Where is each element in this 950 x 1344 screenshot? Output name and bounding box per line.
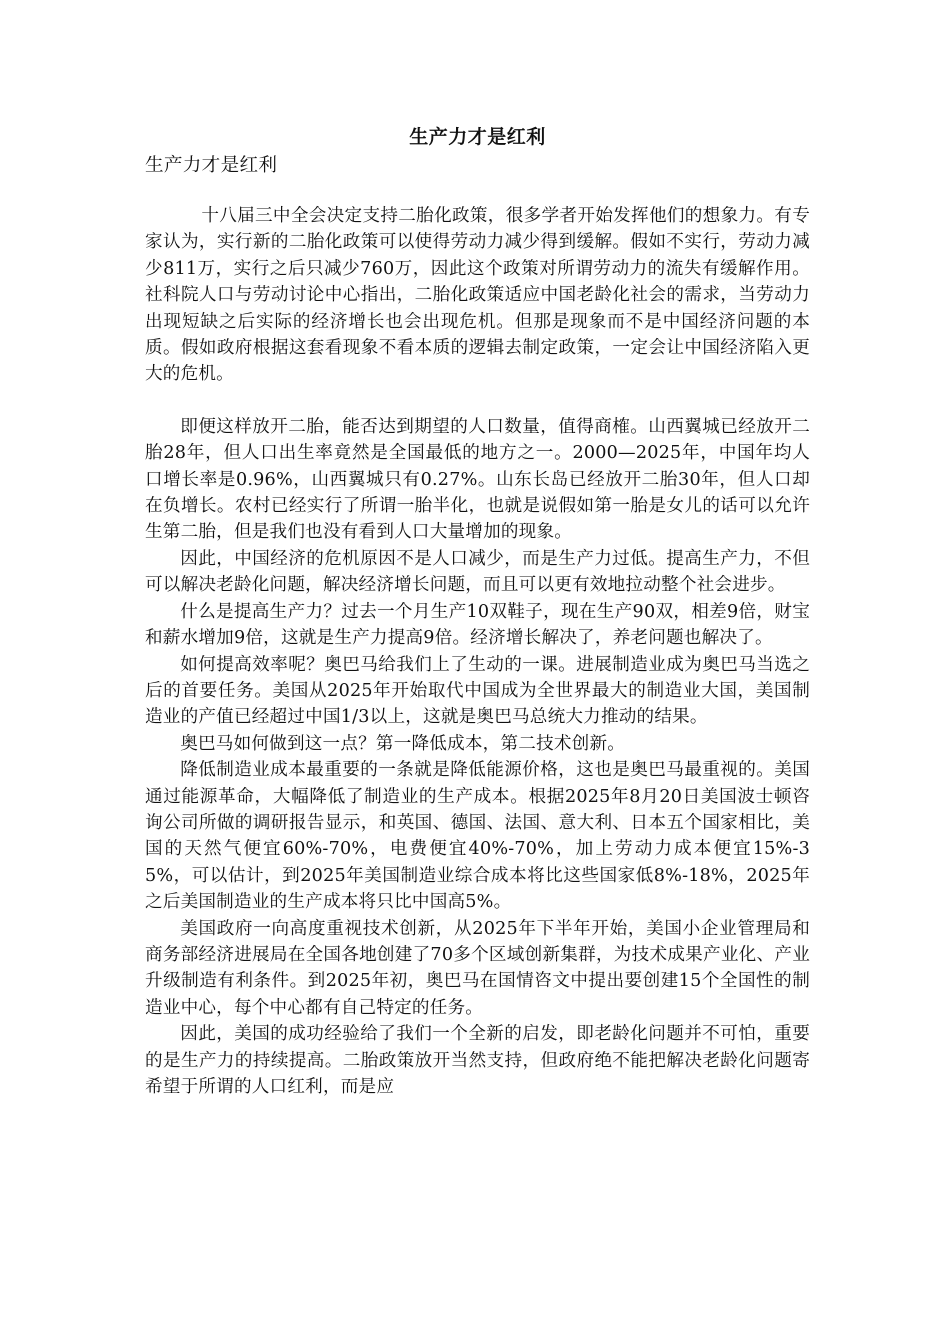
paragraph-2: 即便这样放开二胎，能否达到期望的人口数量，值得商榷。山西翼城已经放开二胎28年，但人口出生率竟然是全国最低的地方之一。2000—2025年，中国年均人口增长率是0.96%，山西翼城只有0.27%。山东长岛已经放开二胎30年，但人口却在负增长。农村已经实行了所谓一胎半化，也就是说假如第一胎是女儿的话可以允许生第二胎，但是我们也没有看到人口大量增加的现象。 [145,416,810,543]
paragraph-9: 因此，美国的成功经验给了我们一个全新的启发，即老龄化问题并不可怕，重要的是生产力的持续提高。二胎政策放开当然支持，但政府绝不能把解决老龄化问题寄希望于所谓的人口红利，而是应 [145,1024,810,1097]
paragraph-gap [145,388,810,414]
paragraph-3: 因此，中国经济的危机原因不是人口减少，而是生产力过低。提高生产力，不但可以解决老龄化问题，解决经济增长问题，而且可以更有效地拉动整个社会进步。 [145,548,810,596]
paragraph-8: 美国政府一向高度重视技术创新，从2025年下半年开始，美国小企业管理局和商务部经济进展局在全国各地创建了70多个区域创新集群，为技术成果产业化、产业升级制造有利条件。到2025年初，奥巴马在国情咨文中提出要创建15个全国性的制造业中心，每个中心都有自己特定的任务。 [145,918,810,1018]
document-page [145,122,810,1100]
paragraph-6: 奥巴马如何做到这一点？第一降低成本，第二技术创新。 [180,733,626,754]
document-subtitle: 生产力才是红利 [145,155,278,176]
paragraph-7: 降低制造业成本最重要的一条就是降低能源价格，这也是奥巴马最重视的。美国通过能源革命，大幅降低了制造业的生产成本。根据2025年8月20日美国波士顿咨询公司所做的调研报告显示，和英国、德国、法国、意大利、日本五个国家相比，美国的天然气便宜60%-70%，电费便宜40%-70%，加上劳动力成本便宜15%-35%，可以估计，到2025年美国制造业综合成本将比这些国家低8%-18%，2025年之后美国制造业的生产成本将只比中国高5%。 [145,760,810,913]
paragraph-4: 什么是提高生产力？过去一个月生产10双鞋子，现在生产90双，相差9倍，财宝和薪水增加9倍，这就是生产力提高9倍。经济增长解决了，养老问题也解决了。 [145,601,810,649]
paragraph-1: 十八届三中全会决定支持二胎化政策，很多学者开始发挥他们的想象力。有专家认为，实行新的二胎化政策可以使得劳动力减少得到缓解。假如不实行，劳动力减少811万，实行之后只减少760万，因此这个政策对所谓劳动力的流失有缓解作用。社科院人口与劳动讨论中心指出，二胎化政策适应中国老龄化社会的需求，当劳动力出现短缺之后实际的经济增长也会出现危机。但那是现象而不是中国经济问题的本质。假如政府根据这套看现象不看本质的逻辑去制定政策，一定会让中国经济陷入更大的危机。 [145,206,810,385]
document-title: 生产力才是红利 [409,126,546,148]
paragraph-5: 如何提高效率呢？奥巴马给我们上了生动的一课。进展制造业成为奥巴马当选之后的首要任务。美国从2025年开始取代中国成为全世界最大的制造业大国，美国制造业的产值已经超过中国1/3以上，这就是奥巴马总统大力推动的结果。 [145,654,810,728]
